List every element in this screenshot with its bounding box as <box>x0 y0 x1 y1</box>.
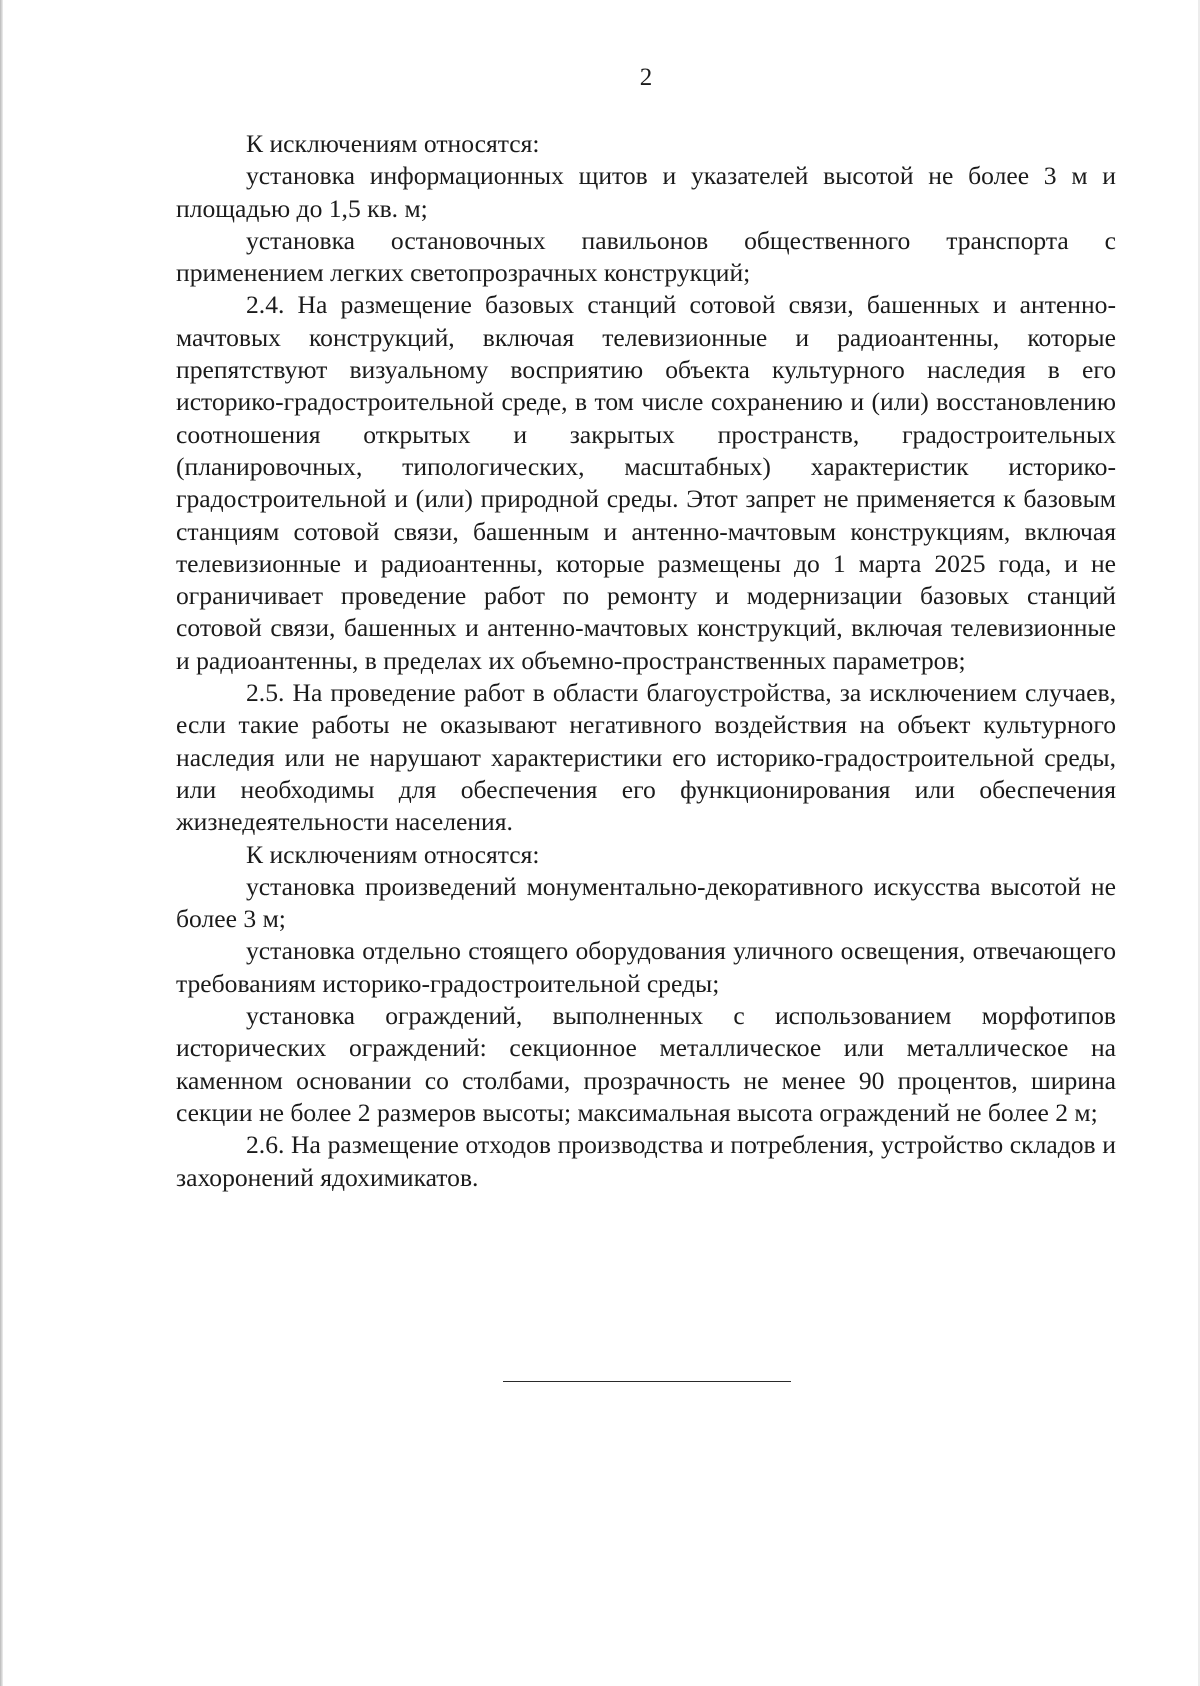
paragraph-fences: установка ограждений, выполненных с использованием морфотипов исторических ограждений: секционное металлическое или металлическое на каменном основании со столбами, прозрачность не менее 90 процентов, ширина секции не более 2 размеров высоты; максимальная высота ограждений не более 2 м; <box>176 1001 1116 1127</box>
paragraph-2-5-landscaping: 2.5. На проведение работ в области благоустройства, за исключением случаев, если такие работы не оказывают негативного воздействия на объект культурного наследия или не нарушают характеристики его историко-градостроительной среды, или необходимы для обеспечения его функционирования или обеспечения жизнедеятельности населения. <box>176 678 1116 837</box>
paragraph-exceptions-heading-1: К исключениям относятся: <box>246 129 540 158</box>
paragraph-2-6-waste: 2.6. На размещение отходов производства и потребления, устройство складов и захоронений ядохимикатов. <box>176 1130 1116 1192</box>
document-body <box>176 128 1116 1194</box>
paragraph-transport-pavilions: установка остановочных павильонов общественного транспорта с применением легких светопрозрачных конструкций; <box>176 225 1116 288</box>
paragraph-monumental-art: установка произведений монументально-декоративного искусства высотой не более 3 м; <box>176 871 1116 934</box>
paragraph-street-lighting: установка отдельно стоящего оборудования уличного освещения, отвечающего требованиям историко-градостроительной среды; <box>176 936 1116 998</box>
page-number: 2 <box>639 64 653 91</box>
paragraph-exceptions-heading-2: К исключениям относятся: <box>246 839 540 869</box>
paragraph-2-4-base-stations: 2.4. На размещение базовых станций сотовой связи, башенных и антенно-мачтовых конструкций, включая телевизионные и радиоантенны, которые препятствуют визуальному восприятию объекта культурного наследия в его историко-градостроительной среде, в том числе сохранению и (или) восстановлению соотношения открытых и закрытых пространств, градостроительных (планировочных, типологических, масштабных) характеристик историко-градостроительной и (или) природной среды. Этот запрет не применяется к базовым станциям сотовой связи, башенным и антенно-мачтовым конструкциям, включая телевизионные и радиоантенны, которые размещены до 1 марта 2025 года, и не ограничивает проведение работ по ремонту и модернизации базовых станций сотовой связи, башенных и антенно-мачтовых конструкций, включая телевизионные и радиоантенны, в пределах их объемно-пространственных параметров; <box>176 290 1116 675</box>
scan-edge-left <box>0 0 3 1686</box>
end-of-text-rule <box>503 1381 791 1382</box>
paragraph-info-boards: установка информационных щитов и указателей высотой не более 3 м и площадью до 1,5 кв. м; <box>176 161 1116 223</box>
